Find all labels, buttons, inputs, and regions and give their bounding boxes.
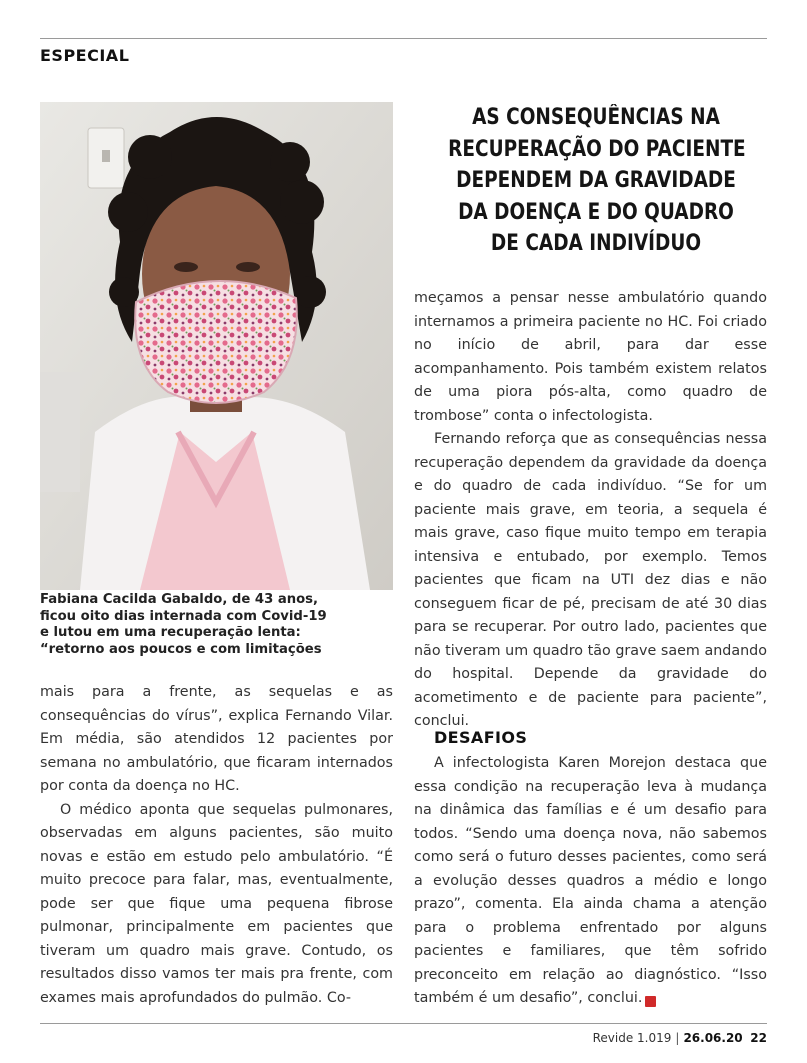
top-rule [40,38,767,39]
headline-line: DA DOENÇA E DO QUADRO [458,199,734,225]
footer-page-number: 22 [750,1031,767,1045]
woman-in-mask-photo [40,102,393,590]
article-headline [448,102,744,260]
caption-line: ficou oito dias internada com Covid-19 [40,608,327,624]
caption-line: “retorno aos poucos e com limitações [40,641,322,657]
page-footer [593,1031,767,1045]
footer-publication: Revide 1.019 [592,1031,672,1045]
section-label: ESPECIAL [40,46,130,65]
headline-line: DEPENDEM DA GRAVIDADE [456,168,736,193]
body-paragraph [414,752,767,1011]
article-column-left [40,681,393,1010]
article-column-right [414,287,767,734]
end-mark-icon: R [645,996,656,1007]
article-photo [40,102,393,590]
body-paragraph: O médico aponta que sequelas pulmonares, observadas em alguns pacientes, são muito novas e estão em estudo pelo ambulatório. “É muito precoce para falar, mas, eventualmente, pode ser que fique uma pequena fibrose pulmonar, principalmente em pacientes que tiveram um quadro mais grave. Contudo, os resultados disso vamos ter mais pra frente, com exames mais aprofundados do pulmão. Co- [40,801,393,1006]
caption-line: e lutou em uma recuperação lenta: [40,625,301,640]
bottom-rule [40,1023,767,1024]
footer-date: 26.06.20 [683,1031,743,1045]
headline-line: AS CONSEQUÊNCIAS NA [472,105,720,130]
headline-line: RECUPERAÇÃO DO PACIENTE [448,136,746,162]
body-paragraph: meçamos a pensar nesse ambulatório quando internamos a primeira paciente no HC. Foi criado no início de abril, para dar esse acompanhamento. Pois também existem relatos de uma piora pós-alta, como quadro de trombose” conta o infectologista. [414,290,767,424]
subhead-desafios: DESAFIOS [434,728,528,747]
article-column-desafios [414,752,767,1011]
desafios-text: A infectologista Karen Morejon destaca que essa condição na recuperação leva à mudança na dinâmica das famílias e é um desafio para todos. “Sendo uma doença nova, não sabemos como será o futuro desses pacientes, como será a evolução desses quadros a médio e longo prazo”, comenta. Ela ainda chama a atenção para o problema enfrentado por alguns pacientes e familiares, que têm sofrido preconceito em relação ao diagnóstico. “Isso também é um desafio”, conclui. [414,755,767,1006]
headline-line: DE CADA INDIVÍDUO [490,231,702,256]
body-paragraph: Fernando reforça que as consequências nessa recuperação dependem da gravidade da doença e do quadro de cada indivíduo. “Se for um paciente mais grave, em teoria, a sequela é mais grave, caso fique muito tempo em terapia intensiva e entubado, por exemplo. Temos pacientes que ficam na UTI dez dias e não conseguem ficar de pé, precisam de até 30 dias para se recuperar. Por outro lado, pacientes que não tiveram um quadro tão grave saem andando do hospital. Depende da gravidade do acometimento e de paciente para paciente”, conclui. [414,431,767,729]
caption-line: Fabiana Cacilda Gabaldo, de 43 anos, [40,592,319,607]
footer-separator: | [675,1031,680,1045]
photo-caption [40,592,400,658]
body-paragraph: mais para a frente, as sequelas e as consequências do vírus”, explica Fernando Vilar. Em média, são atendidos 12 pacientes por semana no ambulatório, que ficaram internados por conta da doença no HC. [40,684,393,794]
